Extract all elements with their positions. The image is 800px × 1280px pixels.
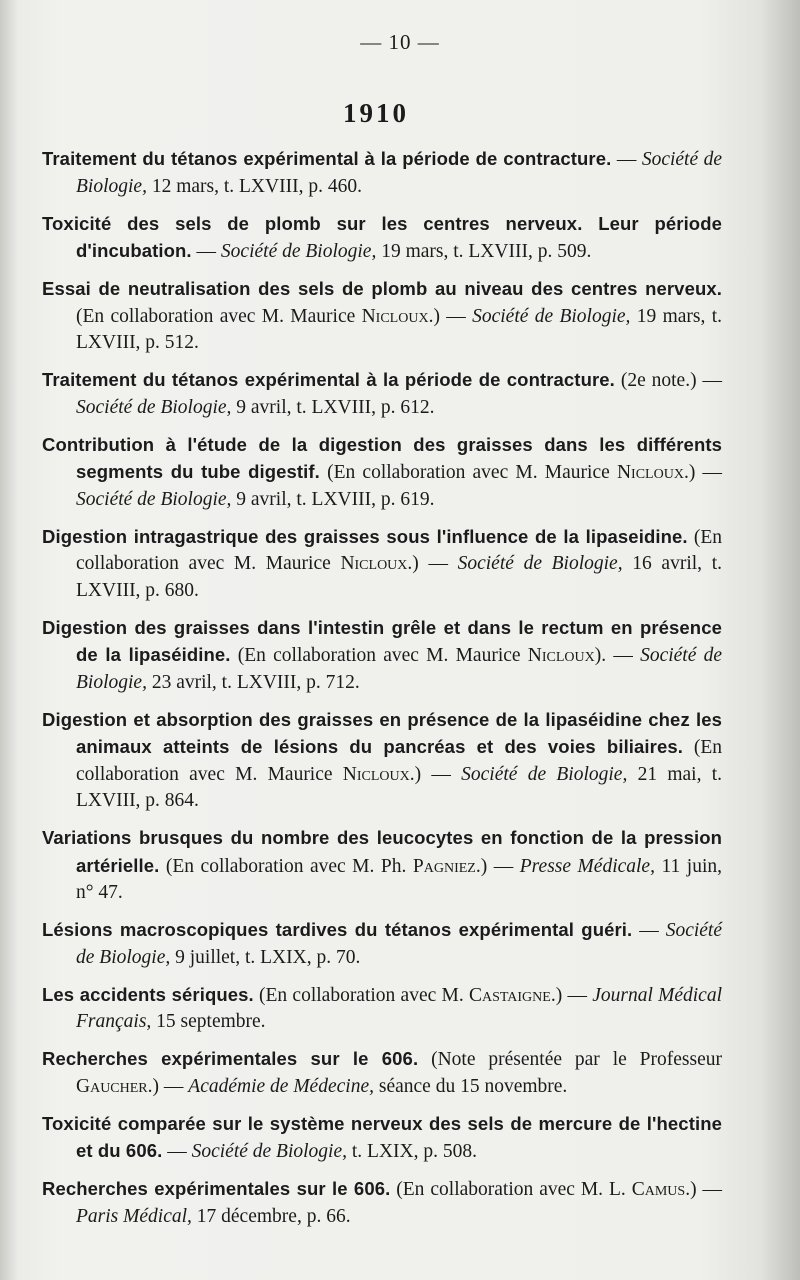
publication-entry [42,982,722,1036]
entry-reference: 9 avril, t. LXVIII, p. 619. [231,488,435,510]
entry-title: Toxicité des sels de plomb sur les centres nerveux. Leur période d'incubation. [42,212,722,261]
publication-entry [42,367,722,421]
entry-reference: 17 décembre, p. 66. [191,1205,351,1227]
entry-text: .) — [407,553,458,574]
entry-title: Toxicité comparée sur le système nerveux des sels de mercure de l'hectine et du 606. [42,1112,722,1161]
entry-reference: 19 mars, t. LXVIII, p. 509. [376,241,592,262]
publication-entry [42,615,722,697]
entry-text: (En collaboration avec M. L. [390,1179,632,1200]
entry-text: .) — [409,763,462,785]
entry-journal: Société de Biologie, [461,763,628,785]
entry-collaborator: Gaucher [76,1075,148,1097]
publication-entry [42,146,722,200]
entry-text: (En collaboration avec M. [253,984,469,1006]
entry-title: Variations brusques du nombre des leucocytes en fonction de la pression artérielle. [42,827,722,876]
entry-reference: 19 mars, t. LXVIII, p. 512. [76,305,723,353]
entry-reference: 23 avril, t. LXVIII, p. 712. [146,671,360,693]
entry-reference: 21 mai, t. LXVIII, p. 864. [76,763,722,811]
publication-entry [42,707,722,815]
entry-journal: Journal Médical Français, [76,984,722,1032]
publication-entry [42,1111,722,1166]
entry-collaborator: Nicloux [527,645,595,666]
entry-text: .) — [475,855,520,877]
page-number: — 10 — [360,30,440,54]
entry-title: Lésions macroscopiques tardives du tétanos expérimental guéri. [42,919,633,940]
entry-reference: séance du 15 novembre. [373,1075,568,1097]
entry-collaborator: Nicloux [361,305,429,327]
entry-text: .) — [683,462,722,483]
entry-journal: Société de Biologie, [76,488,232,510]
publication-entry [42,432,722,514]
publication-entry [42,917,722,971]
entry-reference: t. LXIX, p. 508. [347,1141,477,1162]
entry-reference: 11 juin, n° 47. [76,855,722,903]
entry-text: — [611,149,642,170]
entry-journal: Société de Biologie, [457,553,623,574]
entry-journal: Société de Biologie, [76,920,722,968]
entry-journal: Société de Biologie, [76,396,232,418]
entry-collaborator: Nicloux [616,462,684,483]
publication-entry [42,825,722,907]
entry-text: — [632,920,666,941]
entry-text: (En collaboration avec M. Maurice [76,737,722,785]
entry-text: ). — [594,645,641,666]
entry-text: .) — [550,984,593,1006]
entry-collaborator: Camus [631,1179,686,1200]
entry-reference: 9 juillet, t. LXIX, p. 70. [170,946,361,968]
entry-text: (2e note.) — [614,370,723,391]
entry-text: .) — [428,305,473,327]
entry-collaborator: Nicloux [342,763,410,785]
entry-title: Traitement du tétanos expérimental à la période de contracture. [42,369,615,390]
publication-entry [42,211,722,266]
entry-title: Digestion des graisses dans l'intestin grêle et dans le rectum en présence de la lipaséidine. [42,616,722,665]
entry-reference: 12 mars, t. LXVIII, p. 460. [146,175,362,197]
entry-journal: Académie de Médecine, [188,1075,374,1097]
entry-title: Contribution à l'étude de la digestion des graisses dans les différents segments du tube digestif. [42,433,722,482]
entry-journal: Paris Médical, [76,1205,192,1227]
entry-text: .) — [147,1075,189,1097]
publication-entry [42,1176,722,1230]
entry-journal: Société de Biologie, [76,645,722,693]
entry-journal: Société de Biologie, [191,1141,347,1162]
entry-journal: Presse Médicale, [519,855,655,877]
publication-list [42,146,722,1241]
entry-title: Recherches expérimentales sur le 606. [42,1178,391,1199]
entry-text: (En collaboration avec M. Maurice [76,526,723,574]
entry-text: (En collaboration avec M. Maurice [230,645,528,666]
entry-title: Essai de neutralisation des sels de plomb au niveau des centres nerveux. [42,278,722,299]
publication-entry [42,524,722,605]
publication-entry [42,276,722,357]
entry-text: .) — [685,1179,722,1200]
entry-journal: Société de Biologie, [76,149,722,197]
entry-title: Les accidents sériques. [42,983,254,1005]
entry-reference: 16 avril, t. LXVIII, p. 680. [76,553,722,601]
year-heading: 1910 [343,98,409,128]
entry-text: — [191,241,221,262]
entry-text: (En collaboration avec M. Maurice [319,462,617,483]
entry-title: Traitement du tétanos expérimental à la période de contracture. [42,148,612,169]
entry-reference: 9 avril, t. LXVIII, p. 612. [231,396,435,418]
entry-collaborator: Castaigne [468,984,551,1006]
entry-title: Digestion et absorption des graisses en présence de la lipaséidine chez les animaux atteints de lésions du pancréas et des voies biliaires. [42,708,722,757]
entry-collaborator: Nicloux [340,553,408,574]
entry-collaborator: Pagniez [412,855,476,877]
publication-entry [42,1046,722,1100]
entry-journal: Société de Biologie, [220,241,377,262]
entry-journal: Société de Biologie, [472,305,631,327]
entry-title: Recherches expérimentales sur le 606. [42,1048,419,1069]
entry-text: (En collaboration avec M. Ph. [159,855,413,877]
entry-text: (En collaboration avec M. Maurice [76,305,362,327]
entry-text: (Note présentée par le Professeur [418,1049,722,1070]
entry-title: Digestion intragastrique des graisses sous l'influence de la lipaseidine. [42,525,688,547]
entry-reference: 15 septembre. [151,1011,266,1032]
entry-text: — [162,1141,192,1162]
